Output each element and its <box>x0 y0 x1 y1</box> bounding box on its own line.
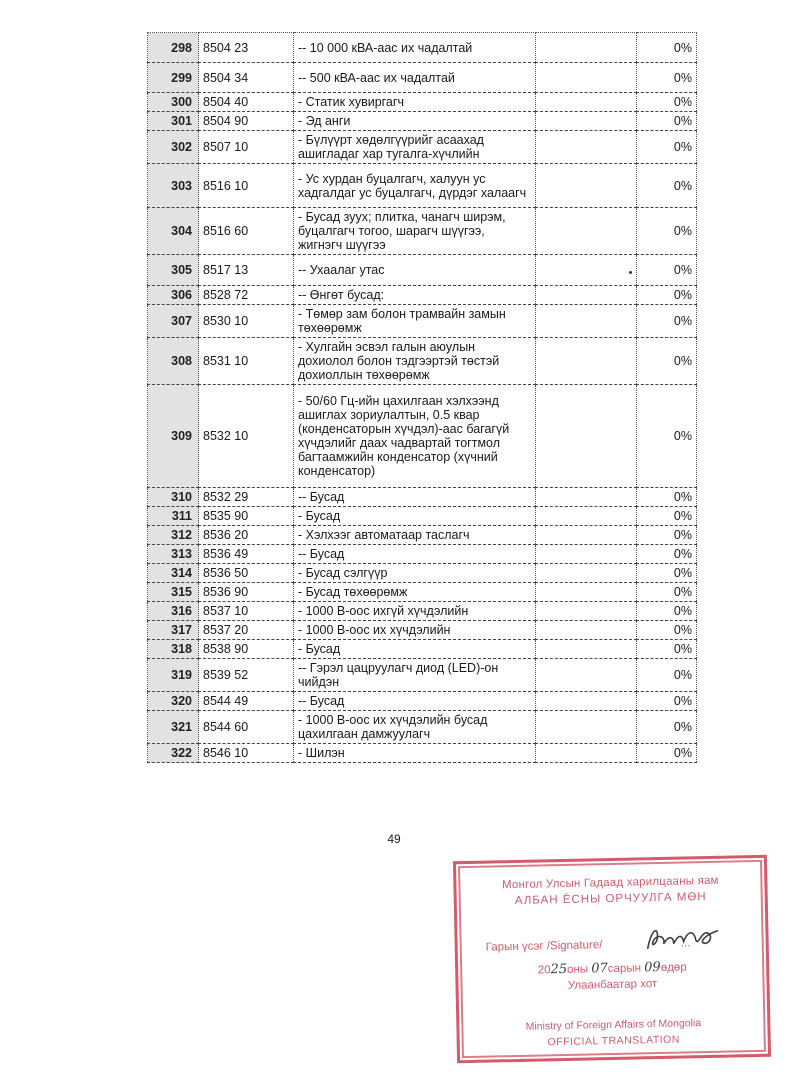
tariff-rate: 0% <box>637 583 697 602</box>
blank-cell <box>536 526 637 545</box>
blank-cell <box>536 583 637 602</box>
row-number: 320 <box>148 692 199 711</box>
tariff-rate: 0% <box>637 305 697 338</box>
table-row <box>148 164 697 208</box>
hs-code: 8537 10 <box>199 602 294 621</box>
hs-code: 8532 10 <box>199 385 294 488</box>
blank-cell <box>536 659 637 692</box>
hs-code: 8517 13 <box>199 255 294 286</box>
row-number: 307 <box>148 305 199 338</box>
hs-code: 8544 49 <box>199 692 294 711</box>
table-row <box>148 659 697 692</box>
goods-description: - Статик хувиргагч <box>294 93 536 112</box>
hs-code: 8535 90 <box>199 507 294 526</box>
goods-description: - Бусад <box>294 640 536 659</box>
row-number: 311 <box>148 507 199 526</box>
row-number: 304 <box>148 208 199 255</box>
goods-description: -- Өнгөт бусад: <box>294 286 536 305</box>
row-number: 312 <box>148 526 199 545</box>
hs-code: 8546 10 <box>199 744 294 763</box>
tariff-rate: 0% <box>637 385 697 488</box>
tariff-rate: 0% <box>637 63 697 93</box>
blank-cell <box>536 640 637 659</box>
table-row <box>148 208 697 255</box>
hs-code: 8536 90 <box>199 583 294 602</box>
hs-code: 8516 10 <box>199 164 294 208</box>
tariff-rate: 0% <box>637 744 697 763</box>
table-row <box>148 255 697 286</box>
row-number: 299 <box>148 63 199 93</box>
hs-code: 8536 50 <box>199 564 294 583</box>
goods-description: - 1000 В-оос ихгүй хүчдэлийн <box>294 602 536 621</box>
tariff-rate: 0% <box>637 621 697 640</box>
table-row <box>148 744 697 763</box>
goods-description: -- Бусад <box>294 545 536 564</box>
table-row <box>148 131 697 164</box>
tariff-rate: 0% <box>637 286 697 305</box>
table-row <box>148 305 697 338</box>
table-row <box>148 583 697 602</box>
blank-cell <box>536 131 637 164</box>
hs-code: 8544 60 <box>199 711 294 744</box>
goods-description: - Бусад төхөөрөмж <box>294 583 536 602</box>
table-row <box>148 692 697 711</box>
row-number: 313 <box>148 545 199 564</box>
blank-cell <box>536 545 637 564</box>
hs-code: 8539 52 <box>199 659 294 692</box>
blank-cell <box>536 33 637 63</box>
goods-description: - Хулгайн эсвэл галын аюулын дохиолол болон тэдгээртэй төстэй дохиоллын төхөөрөмж <box>294 338 536 385</box>
tariff-rate: 0% <box>637 711 697 744</box>
row-number: 306 <box>148 286 199 305</box>
hs-code: 8504 23 <box>199 33 294 63</box>
goods-description: - 50/60 Гц-ийн цахилгаан хэлхээнд ашиглах зориулалтын, 0.5 квар (конденсаторын хүчдэл)-аас багагүй хүчдэлийг даах чадвартай тогтмол багтаамжийн конденсатор (хүчний конденсатор) <box>294 385 536 488</box>
row-number: 305 <box>148 255 199 286</box>
tariff-table <box>147 32 697 763</box>
hs-code: 8504 90 <box>199 112 294 131</box>
stamp-signature-label: Гарын үсэг /Signature/ <box>485 939 603 954</box>
goods-description: - Бусад зуух; плитка, чанагч ширэм, буцалгагч тогоо, шарагч шүүгээ, жигнэгч шүүгээ <box>294 208 536 255</box>
row-number: 318 <box>148 640 199 659</box>
stamp-ministry-mn: Монгол Улсын Гадаад харилцааны яам <box>501 874 719 892</box>
tariff-rate: 0% <box>637 488 697 507</box>
goods-description: -- Бусад <box>294 692 536 711</box>
tariff-rate: 0% <box>637 659 697 692</box>
goods-description: - Бусад сэлгүүр <box>294 564 536 583</box>
table-row <box>148 93 697 112</box>
blank-cell <box>536 692 637 711</box>
table-row <box>148 112 697 131</box>
goods-description: - Эд анги <box>294 112 536 131</box>
hs-code: 8531 10 <box>199 338 294 385</box>
blank-cell <box>536 208 637 255</box>
blank-cell <box>536 488 637 507</box>
row-number: 298 <box>148 33 199 63</box>
blank-cell <box>536 63 637 93</box>
stamp-date-line: 2025оны 07сарын 09өдөр <box>537 959 687 978</box>
table-row <box>148 63 697 93</box>
goods-description: -- Бусад <box>294 488 536 507</box>
row-number: 322 <box>148 744 199 763</box>
hs-code: 8507 10 <box>199 131 294 164</box>
table-row <box>148 602 697 621</box>
hs-code: 8532 29 <box>199 488 294 507</box>
stamp-official-en: OFFICIAL TRANSLATION <box>547 1033 680 1049</box>
hand-day: 09 <box>644 959 661 976</box>
row-number: 303 <box>148 164 199 208</box>
blank-cell <box>536 711 637 744</box>
blank-cell <box>536 621 637 640</box>
tariff-rate: 0% <box>637 602 697 621</box>
stamp-official-mn: АЛБАН ЁСНЫ ОРЧУУЛГА МӨН <box>514 891 707 908</box>
tariff-rate: 0% <box>637 338 697 385</box>
tariff-rate: 0% <box>637 692 697 711</box>
hs-code: 8516 60 <box>199 208 294 255</box>
row-number: 309 <box>148 385 199 488</box>
goods-description: - Хэлхээг автоматаар таслагч <box>294 526 536 545</box>
hs-code: 8536 20 <box>199 526 294 545</box>
row-number: 315 <box>148 583 199 602</box>
table-row <box>148 507 697 526</box>
blank-cell <box>536 164 637 208</box>
blank-cell <box>536 255 637 286</box>
hs-code: 8504 34 <box>199 63 294 93</box>
tariff-rate: 0% <box>637 33 697 63</box>
goods-description: -- 500 кВА-аас их чадалтай <box>294 63 536 93</box>
tariff-rate: 0% <box>637 93 697 112</box>
official-translation-stamp <box>453 855 771 1064</box>
table-row <box>148 33 697 63</box>
table-row <box>148 711 697 744</box>
hand-month: 07 <box>591 961 608 977</box>
tariff-rate: 0% <box>637 507 697 526</box>
goods-description: - Бүлүүрт хөдөлгүүрийг асаахад ашигладаг хар тугалга-хүчлийн <box>294 131 536 164</box>
table-row <box>148 545 697 564</box>
tariff-rate: 0% <box>637 526 697 545</box>
page-number: 49 <box>387 832 401 846</box>
row-number: 301 <box>148 112 199 131</box>
hs-code: 8537 20 <box>199 621 294 640</box>
stray-dot <box>629 271 632 274</box>
blank-cell <box>536 385 637 488</box>
tariff-rate: 0% <box>637 208 697 255</box>
blank-cell <box>536 564 637 583</box>
hand-year: 25 <box>550 961 568 978</box>
goods-description: - 1000 В-оос их хүчдэлийн <box>294 621 536 640</box>
tariff-rate: 0% <box>637 164 697 208</box>
blank-cell <box>536 744 637 763</box>
goods-description: - 1000 В-оос их хүчдэлийн бусад цахилгаан дамжуулагч <box>294 711 536 744</box>
goods-description: - Шилэн <box>294 744 536 763</box>
row-number: 314 <box>148 564 199 583</box>
table-row <box>148 488 697 507</box>
blank-cell <box>536 93 637 112</box>
hs-code: 8528 72 <box>199 286 294 305</box>
handwritten-signature <box>643 921 724 957</box>
blank-cell <box>536 112 637 131</box>
row-number: 310 <box>148 488 199 507</box>
table-row <box>148 564 697 583</box>
table-row <box>148 526 697 545</box>
blank-cell <box>536 507 637 526</box>
tariff-rate: 0% <box>637 255 697 286</box>
hs-code: 8538 90 <box>199 640 294 659</box>
hs-code: 8504 40 <box>199 93 294 112</box>
tariff-rate: 0% <box>637 131 697 164</box>
table-row <box>148 338 697 385</box>
row-number: 317 <box>148 621 199 640</box>
row-number: 319 <box>148 659 199 692</box>
hs-code: 8530 10 <box>199 305 294 338</box>
goods-description: -- 10 000 кВА-аас их чадалтай <box>294 33 536 63</box>
tariff-rate: 0% <box>637 564 697 583</box>
blank-cell <box>536 602 637 621</box>
blank-cell <box>536 305 637 338</box>
table-row <box>148 286 697 305</box>
table-row <box>148 385 697 488</box>
stamp-ministry-en: Ministry of Foreign Affairs of Mongolia <box>525 1017 702 1033</box>
row-number: 302 <box>148 131 199 164</box>
row-number: 316 <box>148 602 199 621</box>
tariff-rate: 0% <box>637 112 697 131</box>
blank-cell <box>536 338 637 385</box>
tariff-rate: 0% <box>637 640 697 659</box>
row-number: 308 <box>148 338 199 385</box>
goods-description: -- Гэрэл цацруулагч диод (LED)-он чийдэн <box>294 659 536 692</box>
table-row <box>148 640 697 659</box>
row-number: 300 <box>148 93 199 112</box>
goods-description: -- Ухаалаг утас <box>294 255 536 286</box>
goods-description: - Төмөр зам болон трамвайн замын төхөөрөмж <box>294 305 536 338</box>
tariff-rate: 0% <box>637 545 697 564</box>
goods-description: - Ус хурдан буцалгагч, халуун ус хадгалдаг ус буцалгагч, дүрдэг халаагч <box>294 164 536 208</box>
goods-description: - Бусад <box>294 507 536 526</box>
stamp-city: Улаанбаатар хот <box>567 978 658 992</box>
stamp-signature-dots: ... <box>680 937 691 950</box>
table-row <box>148 621 697 640</box>
blank-cell <box>536 286 637 305</box>
row-number: 321 <box>148 711 199 744</box>
hs-code: 8536 49 <box>199 545 294 564</box>
